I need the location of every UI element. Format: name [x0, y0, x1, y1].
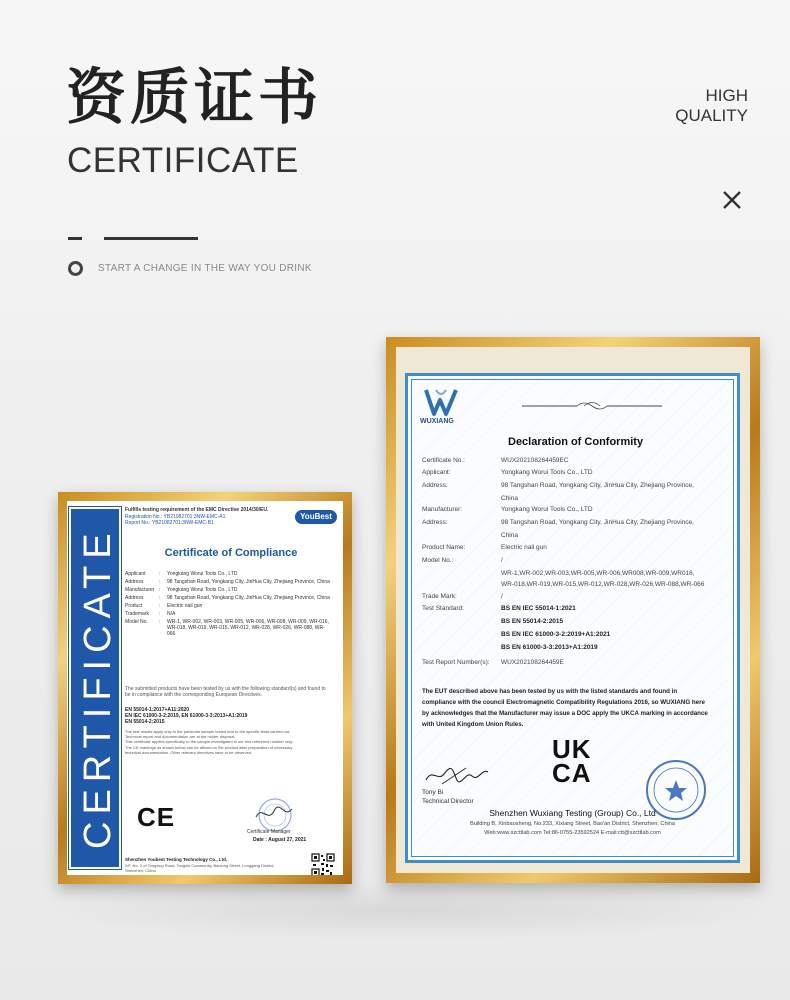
left-certificate-content	[125, 505, 337, 871]
field-value: WUX202108264459E	[501, 659, 564, 666]
long-divider	[104, 237, 198, 240]
field-label: Trade Mark:	[422, 592, 457, 600]
ukca-bottom: CA	[552, 758, 592, 788]
issuing-lab-contact: Web:www.szcttlab.com Tel:86-0755-23592524 E-mail:ctt@szcttlab.com	[484, 830, 661, 836]
left-certificate-paper	[67, 501, 343, 875]
lab-address-line: 2/F, No. 2 of Tongxing Road, Tongxin Community, Baolong Street, Longgang District,	[125, 863, 275, 868]
certificate-title: Certificate of Compliance	[164, 547, 298, 559]
field-value: Yongkang Worui Tools Co., LTD	[167, 587, 238, 593]
right-certificate-paper	[405, 373, 740, 863]
field-label: Model No.	[125, 619, 148, 625]
left-fields	[125, 571, 333, 639]
disclaimer-line: Technical report and documentation are at the holder disposal.	[125, 734, 236, 740]
field-value: Yongkang Worui Tools Co., LTD	[167, 571, 238, 577]
certificate-side-banner	[69, 507, 121, 869]
right-certificate-matte	[396, 347, 750, 873]
field-value: WUX202108264459EC	[501, 457, 569, 464]
qr-code-icon	[311, 853, 335, 875]
directive-line: Fulfills testing requirement of the EMC Directive 2014/30/EU.	[125, 507, 269, 513]
field-label: Trademark	[125, 611, 149, 617]
standard-value: BS EN IEC 61000-3-2:2019+A1:2021	[501, 631, 611, 638]
field-row	[125, 587, 333, 593]
slogan: START A CHANGE IN THE WAY YOU DRINK	[98, 263, 312, 274]
close-icon[interactable]	[718, 186, 746, 214]
issue-date: Date : August 27, 2021	[253, 837, 307, 843]
field-row	[125, 611, 333, 617]
field-value: WR-1, WR-002, WR-003, WR-005, WR-006, WR-008, WR-009, WR-016, WR-018, WR-019, WR-015, WR-012, WR-028, WR-026, WR-088, WR-066	[167, 619, 329, 637]
field-value: 98 Tangshan Road, Yongkang City, JinHua City, Zhejiang Province, China	[167, 579, 330, 585]
signer-name: Tony Bi	[422, 789, 444, 796]
signature-icon	[422, 762, 492, 788]
field-value: WR-018,WR-019,WR-015,WR-012,WR-028,WR-026,WR-088,WR-066	[501, 581, 705, 588]
field-label: Address	[125, 579, 144, 585]
field-label: Model No.:	[422, 556, 454, 564]
field-value: N/A	[167, 611, 176, 617]
right-certificate-frame[interactable]	[386, 337, 760, 883]
field-value: 98 Tangshan Road, Yongkang City, JinHua City, Zhejiang Province,	[501, 519, 694, 526]
field-colon: :	[159, 603, 161, 609]
standard-line: EN IEC 61000-3-2:2019, EN 61000-3-3:2013+A1:2019	[125, 713, 248, 719]
circle-icon	[68, 261, 83, 276]
issuing-lab-address: Building B, Xinbaosheng, No.233, Xixiang Street, Bao'an District, Shenzhen, China	[469, 821, 676, 827]
declaration-title: Declaration of Conformity	[508, 436, 644, 448]
disclaimer-line: This certificate applies specifically to the sample investigated in our test reference number only.	[125, 739, 294, 745]
vertical-certificate-word: CERTIFICATE	[77, 526, 119, 849]
ornament-divider-icon	[522, 400, 662, 412]
floor-shadow	[40, 880, 780, 940]
field-row	[125, 603, 333, 609]
field-row	[125, 619, 333, 637]
field-colon: :	[159, 587, 161, 593]
field-label: Applicant:	[422, 468, 451, 476]
registration-no: Registration No.: YB21082701:3NW-EMC-A1	[125, 514, 226, 520]
ukca-mark	[552, 734, 592, 788]
field-value: Yongkang Worui Tools Co., LTD	[501, 506, 593, 513]
statement-line: with United Kingdom Union Rules.	[422, 721, 524, 728]
field-label: Manufacturer:	[422, 506, 463, 513]
field-colon: :	[159, 611, 161, 617]
field-value: WR-1,WR-002,WR-003,WR-005,WR-006,WR008,WR-009,WR016,	[501, 569, 695, 577]
field-label: Address	[125, 595, 144, 601]
field-label: Test Report Number(s):	[422, 659, 490, 666]
certificate-manager-label: Certificate Manager	[247, 829, 291, 835]
page-title-en: CERTIFICATE	[67, 141, 299, 180]
statement-line: The EUT described above has been tested by us with the listed standards and found in	[422, 688, 678, 695]
field-colon: :	[159, 619, 161, 625]
field-value: Electric nail gun	[501, 543, 547, 551]
field-label: Address:	[422, 481, 448, 489]
short-divider	[68, 237, 82, 240]
field-label: Certificate No.:	[422, 457, 465, 464]
field-value: 98 Tangshan Road, Yongkang City, JinHua City, Zhejiang Province,	[501, 481, 694, 489]
lab-address-line: Shenzhen, China	[125, 868, 156, 873]
field-colon: :	[159, 579, 161, 585]
standard-value: BS EN 61000-3-3:2013+A1:2019	[501, 644, 598, 651]
field-value: Yongkang Worui Tools Co., LTD	[501, 468, 593, 476]
hq-line-2: QUALITY	[675, 106, 748, 125]
youbest-logo: YouBest	[295, 510, 337, 524]
right-certificate-body	[411, 379, 734, 857]
statement-line: compliance with the council Electromagnetic Compatibility Regulations 2016, so WUXIANG here	[422, 699, 705, 706]
compliance-paragraph: The submitted products have been tested by us with the following standard(s) and found to be in compliance with the corresponding European Directives.	[125, 686, 326, 698]
disclaimer-line: The test results apply only to the particular sample tested and to the specific tests carried out.	[125, 729, 291, 734]
issuing-lab-name: Shenzhen Wuxiang Testing (Group) Co., Ltd	[489, 808, 656, 818]
disclaimer-line: The CE markings as shown below can be affixed on the product after preparation of necessary	[125, 744, 293, 750]
field-value: China	[501, 532, 518, 539]
lab-name: Shenzhen Youbest Testing Technology Co., Ltd.	[125, 857, 228, 862]
standard-line: EN 55014-2:2015	[125, 719, 165, 725]
field-label: Manufacturer	[125, 587, 155, 593]
standard-value: BS EN IEC 55014-1:2021	[501, 605, 576, 612]
field-label: Product Name:	[422, 543, 466, 551]
standard-value: BS EN 55014-2:2015	[501, 618, 564, 625]
lab-address	[125, 863, 295, 873]
field-value: China	[501, 494, 518, 502]
field-value: Electric nail gun	[167, 603, 203, 609]
left-standards	[125, 707, 247, 725]
report-no: Report No.: YB21082701:3NW-EMC-B1	[125, 520, 214, 526]
field-value: /	[501, 592, 503, 600]
high-quality-label	[628, 86, 748, 126]
field-value: 98 Tangshan Road, Yongkang City, JinHua City, Zhejiang Province, China	[167, 595, 330, 601]
field-label: Product	[125, 603, 143, 609]
wuxiang-logo-icon	[422, 386, 460, 418]
company-seal-icon	[250, 797, 300, 833]
field-label: Test Standard:	[422, 605, 464, 612]
field-colon: :	[159, 571, 161, 577]
field-label: Address:	[422, 519, 448, 526]
ukca-top: UK	[552, 734, 592, 764]
field-row	[125, 579, 333, 585]
field-colon: :	[159, 595, 161, 601]
left-certificate-frame[interactable]	[58, 492, 352, 884]
disclaimer-line: technical documentation. Other relevant directives have to be observed.	[125, 749, 253, 755]
field-value: /	[501, 556, 503, 564]
disclaimer	[125, 729, 333, 755]
standard-line: EN 55014-1:2017+A11:2020	[125, 707, 190, 713]
statement-line: by acknowledges that the Manufacturer may issue a DOC apply the UKCA marking in accordance	[422, 710, 708, 717]
signer-title: Technical Director	[422, 798, 474, 805]
field-row	[125, 595, 333, 601]
field-label: Applicant	[125, 571, 146, 577]
ce-mark: CE	[137, 802, 176, 832]
field-row	[125, 571, 333, 577]
brand-name: WUXIANG	[420, 418, 454, 425]
page-title-cn: 资质证书	[66, 63, 322, 133]
conformity-statement	[422, 686, 727, 730]
hq-line-1: HIGH	[705, 86, 748, 105]
